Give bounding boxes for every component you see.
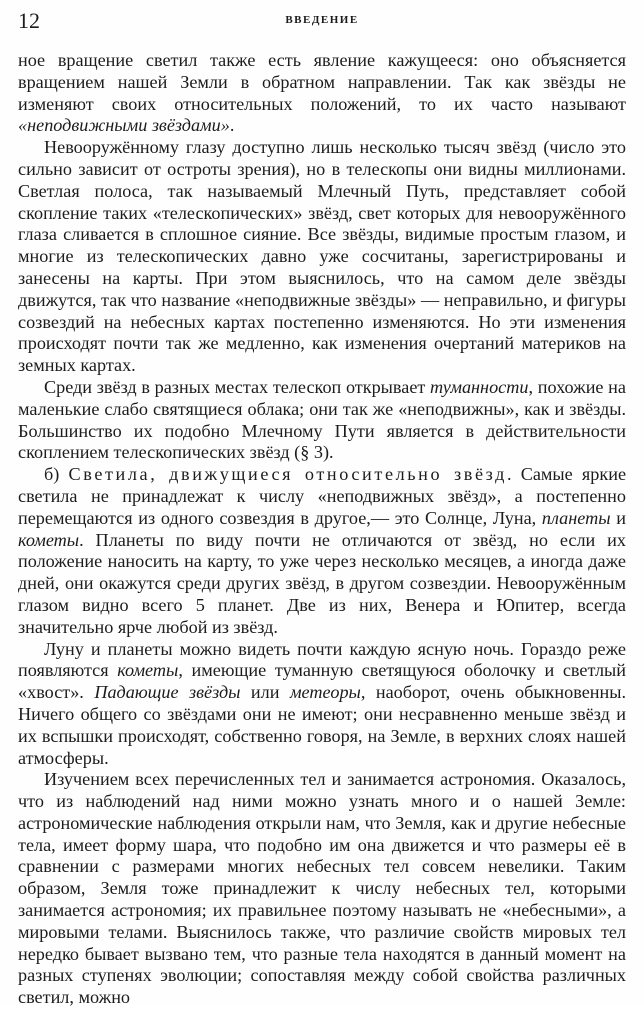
- paragraph-4-text-c: и: [610, 507, 626, 528]
- paragraph-2: Невооружённому глазу доступно лишь несколько тысяч звёзд (число это сильно зависит от остроты зрения), но в телескопы они видны миллионами. Светлая полоса, так называемый Млечный Путь, представляет собой скопление таких «телескопических» звёзд, свет которых для невооружённого глаза сливается в сплошное сияние. Все звёзды, видимые простым глазом, и многие из телескопических давно уже сосчитаны, зарегистрированы и занесены на карты. При этом выяснилось, что на самом деле звёзды движутся, так что название «неподвижные звёзды» — неправильно, и фигуры созвездий на небесных картах постепенно изменяются. Но эти изменения происходят почти так же медленно, как изменения очертаний материков на земных картах.: [18, 137, 626, 376]
- paragraph-3: [18, 377, 626, 464]
- running-head: ВВЕДЕНИЕ: [285, 14, 359, 26]
- paragraph-4: [18, 464, 626, 638]
- paragraph-5-text-d: , наоборот, очень обыкновенны. Ничего общего со звёздами они не имеют; они несравненно меньше звёзд и их вспышки происходят, собственно говоря, на Земле, в верхних слоях нашей атмосферы.: [18, 682, 626, 768]
- paragraph-4-text-a: б): [44, 464, 69, 485]
- paragraph-1-emphasis: «неподвижными звёздами»: [18, 115, 230, 136]
- paragraph-3-text-b: , похожие на маленькие слабо святящиеся облака; они так же «неподвижны», как и звёзды. Большинство их подобно Млечному Пути является в действительности скоплением телескопических звёзд (§ 3).: [18, 376, 626, 463]
- paragraph-5-text-a: Луну и планеты можно видеть почти каждую ясную ночь. Гораздо реже появляются: [18, 638, 626, 681]
- page-number: 12: [18, 8, 40, 33]
- paragraph-5-emphasis-comets: кометы: [117, 660, 179, 681]
- paragraph-1-text-b: .: [229, 115, 235, 136]
- paragraph-5-text-b: , имеющие туманную светящуюся оболочку и светлый «хвост».: [18, 660, 626, 703]
- paragraph-5-text-c: или: [240, 682, 290, 703]
- paragraph-5-emphasis-meteors: метеоры: [289, 682, 361, 703]
- paragraph-1-text-a: ное вращение светил также есть явление кажущееся: оно объясняется вращением нашей Земли в обратном направлении. Так как звёзды не изменяют своих относительных положений, то их часто называют: [18, 50, 626, 114]
- paragraph-4-text-b: . Самые яркие светила не принадлежат к числу «неподвижных звёзд», а постепенно перемещаются из одного созвездия в другое,— это Солнце, Луна,: [18, 464, 627, 528]
- paragraph-5: [18, 639, 626, 770]
- paragraph-3-emphasis: туманности: [430, 376, 529, 397]
- paragraph-4-emphasis-comets: кометы: [18, 529, 80, 550]
- paragraph-4-text-d: . Планеты по виду почти не отличаются от звёзд, но если их положение наносить на карту, то уже через несколько месяцев, а иногда даже дней, они окажутся среди других звёзд, в другом созвездии. Невооружённым глазом видно всего 5 планет. Две из них, Венера и Юпитер, всегда значительно ярче любой из звёзд.: [18, 529, 626, 637]
- paragraph-6: Изучением всех перечисленных тел и занимается астрономия. Оказалось, что из наблюдений над ними можно узнать много и о нашей Земле: астрономические наблюдения открыли нам, что Земля, как и другие небесные тела, имеет форму шара, что подобно им она движется и что размеры её в сравнении с размерами многих небесных тел совсем невелики. Таким образом, Земля тоже принадлежит к числу небесных тел, которыми занимается астрономия; их правильнее поэтому называть не «небесными», а мировыми телами. Выяснилось также, что различие свойств мировых тел нередко бывает вызвано тем, что разные тела находятся в данный момент на разных ступенях эволюции; сопоставляя между собой свойства различных светил, можно: [18, 769, 626, 1008]
- paragraph-3-text-a: Среди звёзд в разных местах телескоп открывает: [44, 376, 431, 397]
- paragraph-4-spaced-heading: Светила, движущиеся относительно звёзд: [68, 464, 507, 485]
- paragraph-1: [18, 50, 626, 137]
- page-body: [18, 50, 626, 1009]
- paragraph-5-emphasis-falling-stars: Падающие звёзды: [94, 682, 241, 703]
- page-header: [18, 8, 626, 38]
- paragraph-4-emphasis-planets: планеты: [541, 507, 611, 528]
